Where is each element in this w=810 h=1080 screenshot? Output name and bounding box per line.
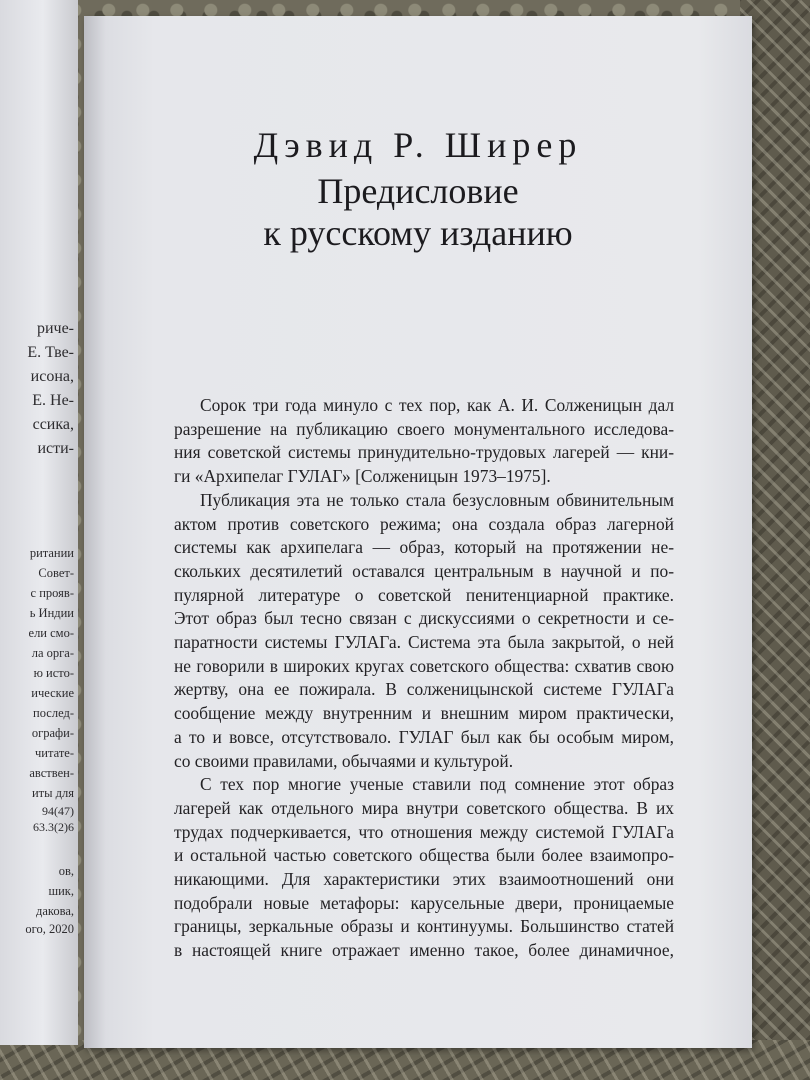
text-line: никающими. Для характеристики этих взаимоотношений они [174,869,674,890]
text-line: жертву, она ее пожирала. В солженицынской системе ГУЛАГа [174,679,674,700]
left-fragment: ические [31,686,74,700]
text-line: системы как архипелага — образ, который на протяжении не- [174,537,674,558]
left-fragment: 94(47) [42,804,74,818]
left-fragment: Е. Тве- [27,344,74,361]
text-line: пулярной литературе о советской пенитенциарной практике. [174,584,674,605]
text-line: Этот образ был тесно связан с дискуссиями о секретности и се- [174,608,674,629]
text-line: сообщение между внутренним и внешним миром практически, [174,703,674,724]
author-name: Дэвид Р. Ширер [253,125,583,165]
left-fragment: ю исто- [33,666,74,680]
left-fragment: ого, 2020 [25,922,74,936]
text-line: и остальной частью советского общества были более взаимопро- [174,845,674,866]
text-line: границы, зеркальные образы и континуумы. Большинство статей [174,916,674,937]
left-fragment: авствен- [29,766,74,780]
left-fragment: 63.3(2)6 [33,820,74,834]
left-fragment: с прояв- [30,586,74,600]
text-line: ния советской системы принудительно-трудовых лагерей — кни- [174,442,674,463]
text-line: Сорок три года минуло с тех пор, как А. И. Солженицын дал [200,395,674,415]
book-page [84,16,752,1048]
left-fragment: Е. Не- [32,392,74,409]
text-line: подобрали новые метафоры: карусельные двери, проницаемые [174,892,674,913]
paragraph [174,773,674,963]
text-line: трудах подчеркивается, что отношения между системой ГУЛАГа [174,821,674,842]
left-fragment: исти- [37,440,74,457]
text-line: не говорили в широких кругах советского общества: схватив свою [174,655,674,676]
left-fragment: ь Индии [29,606,74,620]
left-fragment: ели смо- [28,626,74,640]
paragraph [174,394,674,489]
left-fragment: дакова, [35,904,74,918]
left-fragment: шик, [48,884,74,898]
text-line: разрешение на публикацию своего монументального исследова- [174,418,674,439]
left-fragment: ссика, [32,416,74,433]
left-page-edge [0,0,78,1045]
text-line: паратности системы ГУЛАГа. Система эта была закрытой, о ней [174,632,674,653]
paragraph [174,489,674,773]
text-line: со своими правилами, обычаями и культурой. [174,750,514,771]
chapter-title-line-2: к русскому изданию [263,213,573,253]
left-fragment: читате- [35,746,74,760]
text-line: в настоящей книге отражает именно такое, более динамичное, [174,940,674,961]
left-fragment: ричe- [36,320,74,337]
left-fragment: исона, [30,368,74,385]
left-fragment: ов, [58,864,74,878]
left-fragment: ритании [29,546,74,560]
body-text [174,394,674,963]
text-line: а то и вовсе, отсутствовало. ГУЛАГ был как бы особым миром, [174,726,674,747]
text-line: Публикация эта не только стала безусловным обвинительным [200,489,674,510]
text-line: скольких десятилетий оставался центральным в научной и по- [174,560,674,581]
left-fragment: ографи- [31,726,74,740]
chapter-title-line-1: Предисловие [317,171,519,211]
left-fragment: ла орга- [31,646,74,660]
text-line: лагерей как отдельного мира внутри советского общества. В их [174,797,674,818]
left-fragment: послед- [33,706,74,720]
left-fragment: Совет- [38,566,74,580]
text-line: актом против советского режима; она создала образ лагерной [174,513,674,534]
text-line: С тех пор многие ученые ставили под сомнение этот образ [200,774,674,795]
text-line: ги «Архипелаг ГУЛАГ» [Солженицын 1973–1975]. [174,466,551,487]
left-fragment: иты для [31,786,74,800]
chapter-title [84,170,752,254]
